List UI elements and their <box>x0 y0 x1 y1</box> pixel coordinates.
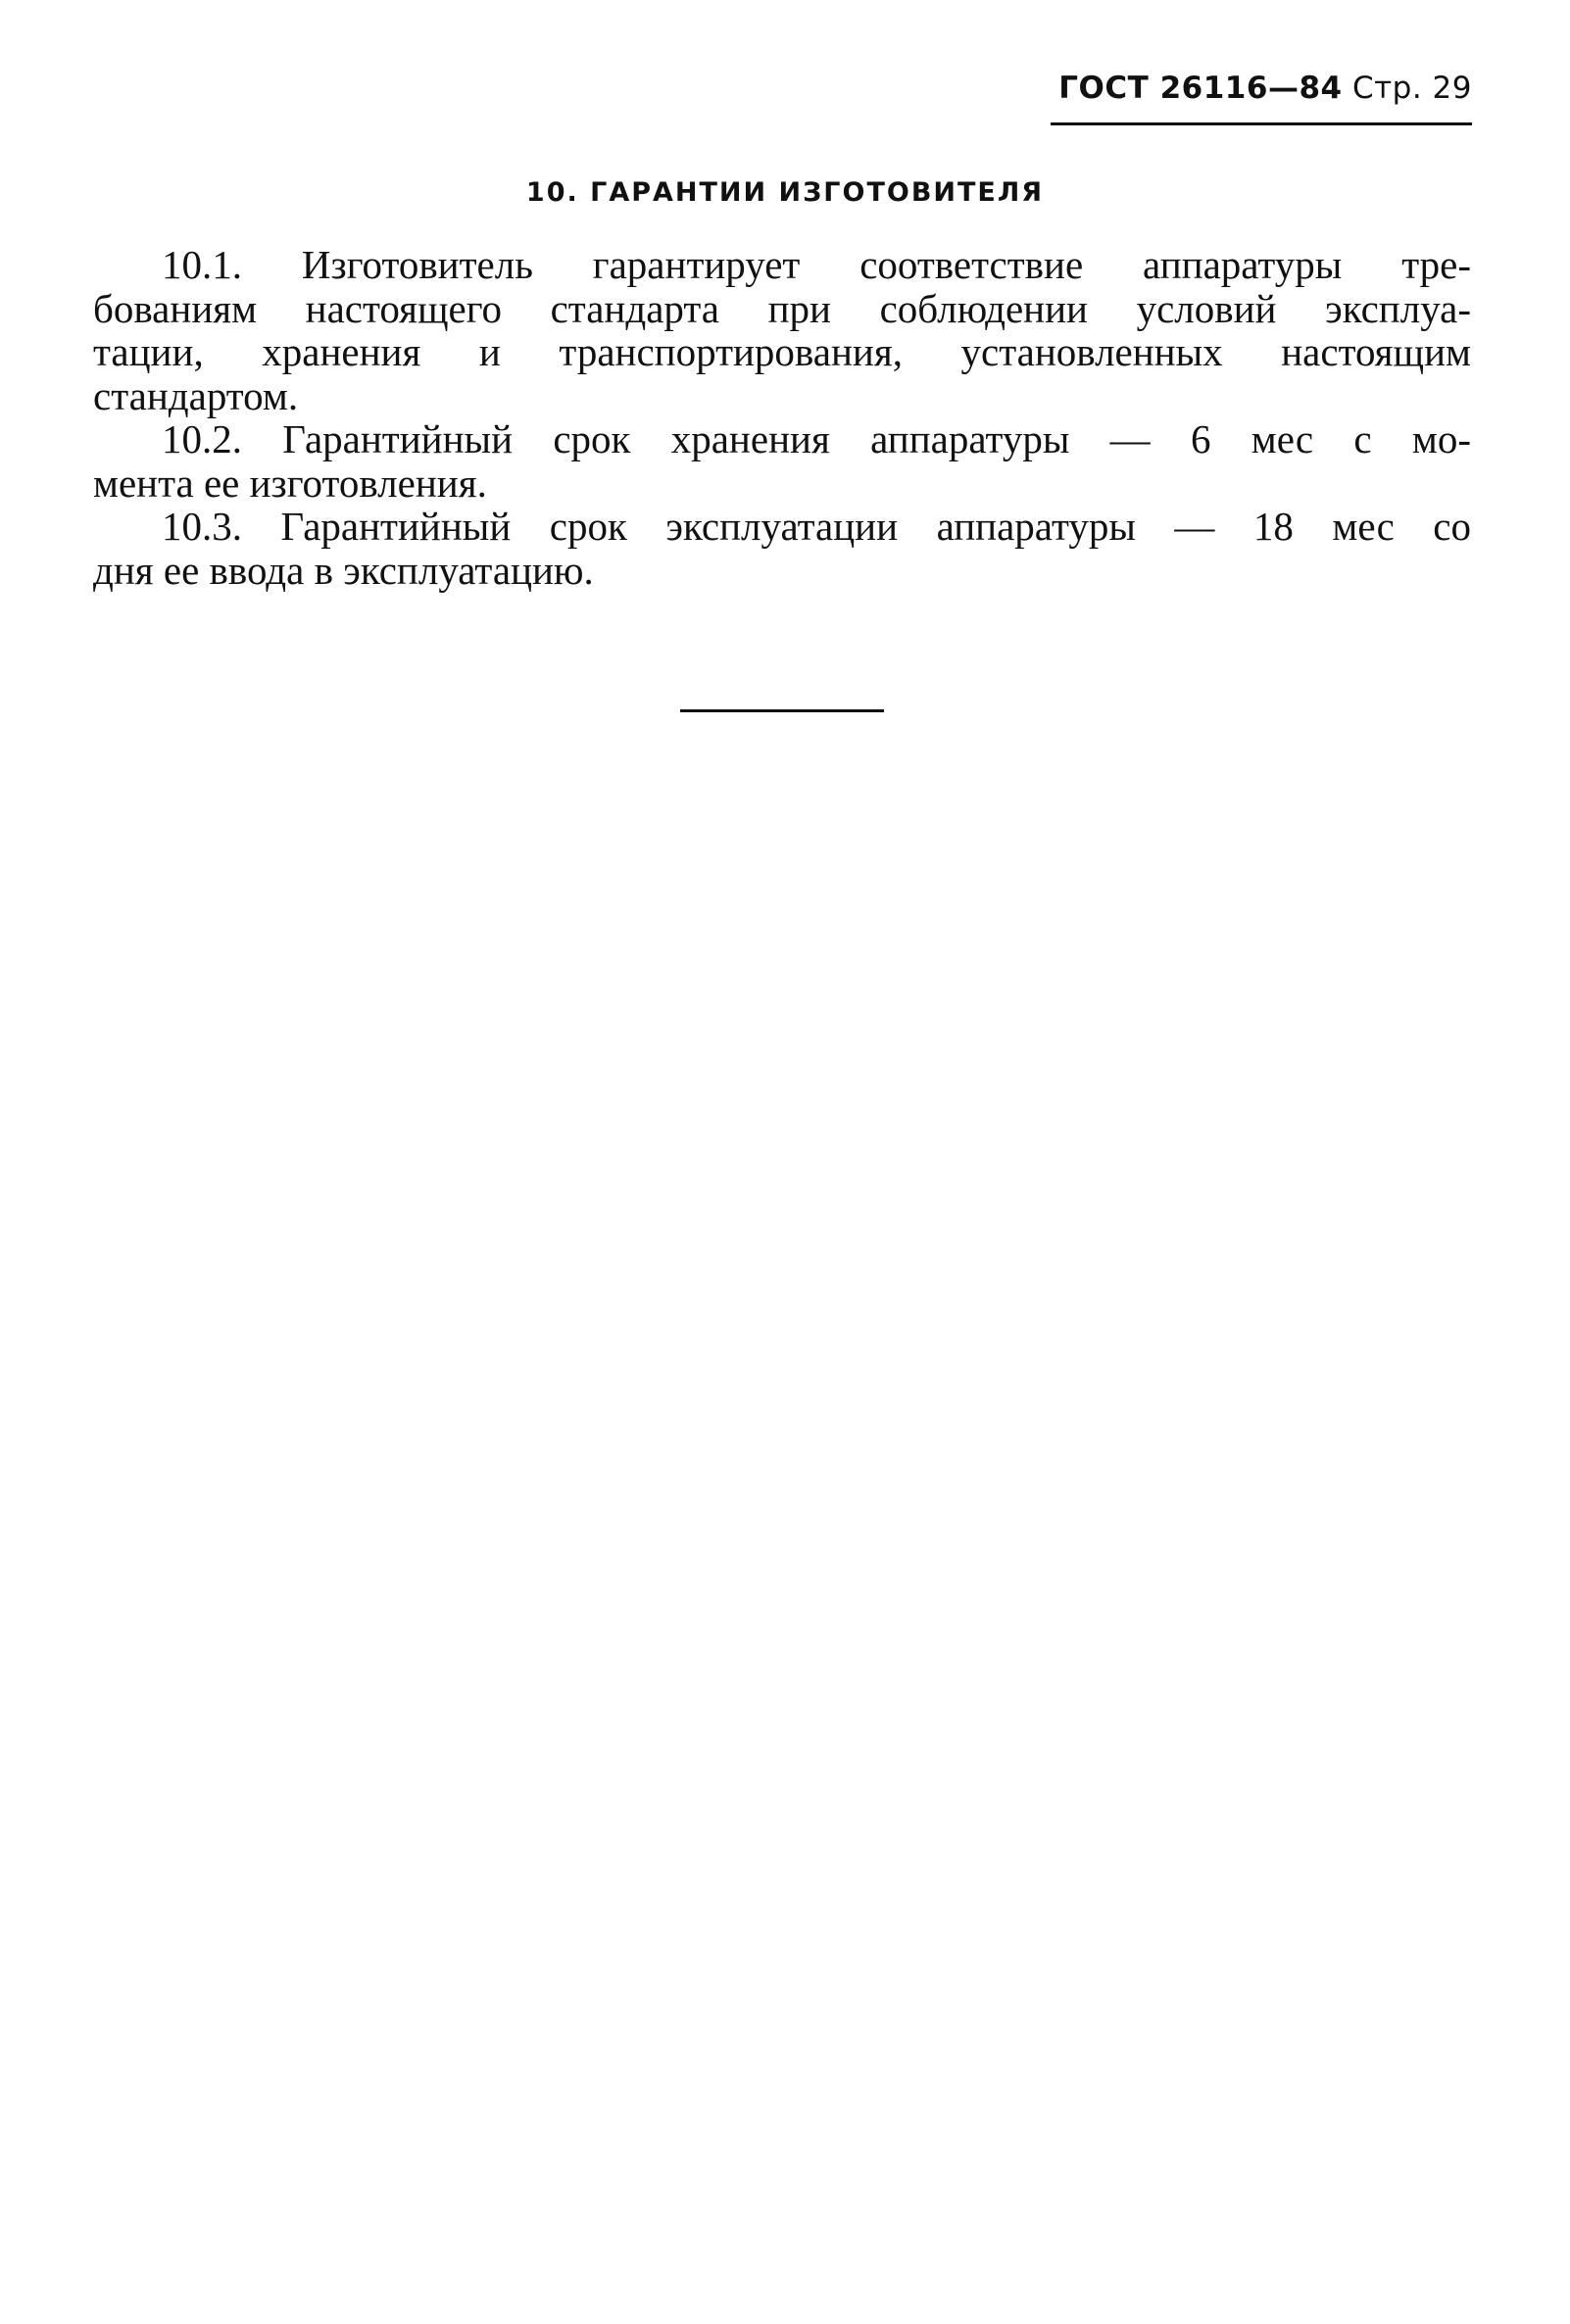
paragraph-10-2 <box>93 417 1471 505</box>
text-line: тации, хранения и транспортирования, установленных настоящим <box>93 329 1471 374</box>
paragraph-10-1 <box>93 243 1471 417</box>
header-underline <box>1051 122 1472 125</box>
standard-number: ГОСТ 26116—84 <box>1058 71 1343 106</box>
text-line: дня ее ввода в эксплуатацию. <box>93 547 594 593</box>
section-title: 10. ГАРАНТИИ ИЗГОТОВИТЕЛЯ <box>525 177 1045 208</box>
page-header <box>1051 71 1472 106</box>
text-line: стандартом. <box>93 372 299 418</box>
section-body <box>93 243 1471 592</box>
end-of-section-rule <box>680 709 884 712</box>
paragraph-10-3 <box>93 505 1471 592</box>
text-line: мента ее изготовления. <box>93 460 487 506</box>
page-number: Стр. 29 <box>1351 71 1472 106</box>
text-line: 10.2. Гарантийный срок хранения аппаратуры — 6 мес с мо- <box>162 416 1471 461</box>
text-line: 10.3. Гарантийный срок эксплуатации аппаратуры — 18 мес со <box>162 504 1471 549</box>
text-line: 10.1. Изготовитель гарантирует соответствие аппаратуры тре- <box>162 242 1471 287</box>
text-line: бованиям настоящего стандарта при соблюдении условий эксплуа- <box>93 285 1471 331</box>
